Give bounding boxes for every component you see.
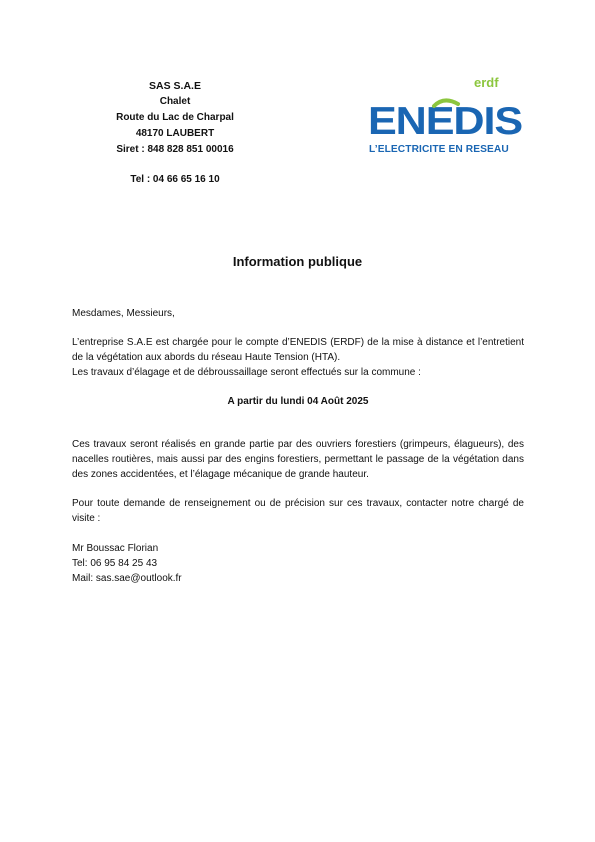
- paragraph-contact: Pour toute demande de renseignement ou de précision sur ces travaux, contacter notre chargé de visite :: [72, 498, 524, 524]
- contact-name: Mr Boussac Florian: [72, 543, 159, 554]
- paragraph-works: Ces travaux seront réalisés en grande partie par des ouvriers forestiers (grimpeurs, élagueurs), des nacelles routières, mais aussi par des engins forestiers, permettant le passage de la végétation dans des zones accidentées, et l’élagage mécanique de grande hauteur.: [72, 439, 524, 480]
- sender-company: SAS S.A.E: [149, 80, 201, 92]
- document-title: Information publique: [232, 254, 363, 269]
- paragraph-commune: Les travaux d’élagage et de débroussaillage seront effectués sur la commune :: [72, 367, 421, 378]
- sender-phone: Tel : 04 66 65 16 10: [130, 174, 220, 185]
- enedis-slogan: L’ELECTRICITE EN RESEAU: [369, 144, 509, 155]
- paragraph-mission: L’entreprise S.A.E est chargée pour le compte d’ENEDIS (ERDF) de la mise à distance et l’entretient de la végétation aux abords du réseau Haute Tension (HTA).: [72, 337, 524, 363]
- sender-line-2: Route du Lac de Charpal: [116, 112, 234, 123]
- enedis-logo: [366, 74, 526, 160]
- sender-line-1: Chalet: [159, 96, 191, 107]
- sender-block: [100, 78, 250, 188]
- sender-line-3: 48170 LAUBERT: [135, 128, 215, 139]
- contact-phone: Tel: 06 95 84 25 43: [72, 558, 158, 569]
- start-date: A partir du lundi 04 Août 2025: [227, 396, 369, 407]
- erdf-wordmark: erdf: [474, 75, 499, 90]
- contact-email: Mail: sas.sae@outlook.fr: [72, 573, 182, 584]
- salutation: Mesdames, Messieurs,: [72, 308, 175, 319]
- enedis-logo-graphic: [366, 74, 526, 144]
- sender-siret: Siret : 848 828 851 00016: [116, 144, 234, 155]
- enedis-wordmark: ENEDIS: [368, 100, 522, 143]
